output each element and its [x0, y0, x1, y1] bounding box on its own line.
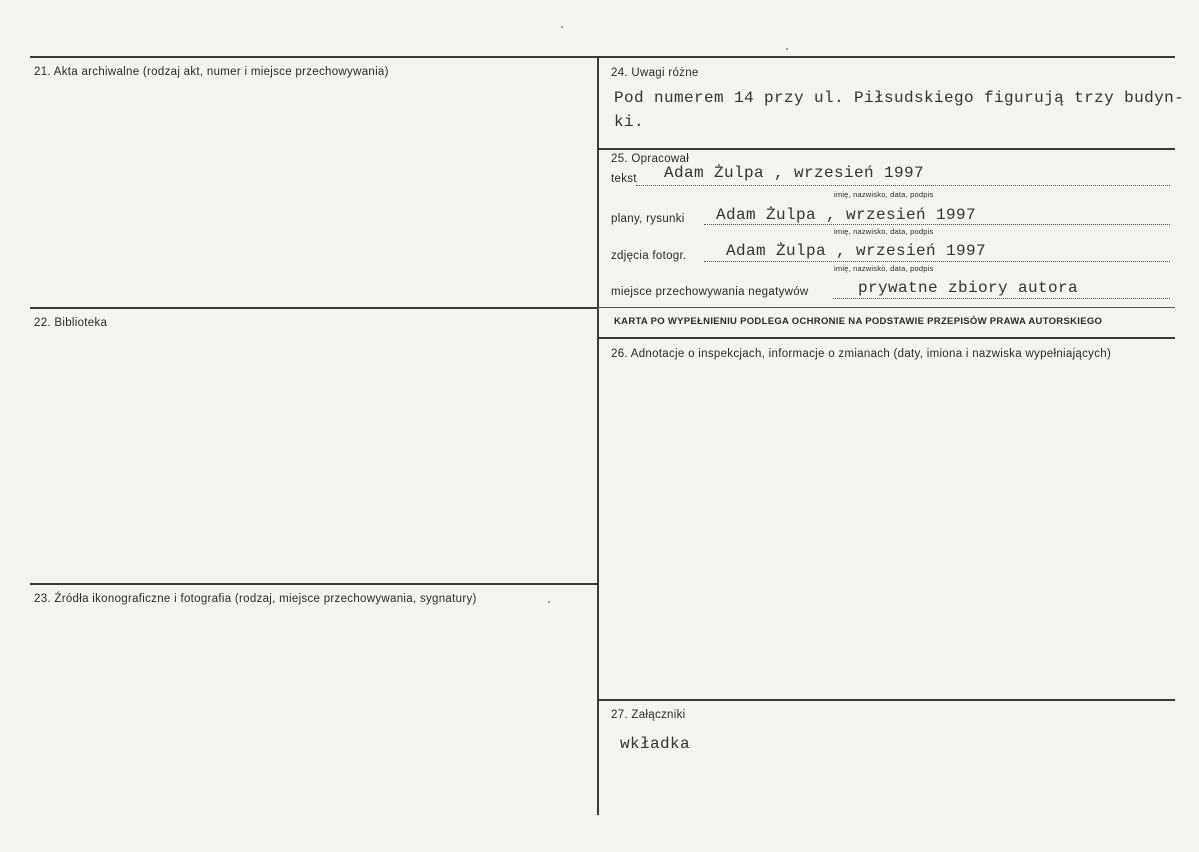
tekst-label: tekst	[611, 173, 637, 185]
miejsce-dotted-line	[833, 298, 1170, 299]
plany-label: plany, rysunki	[611, 213, 685, 225]
section-24-label: 24. Uwagi różne	[611, 67, 699, 79]
section-24-text-line2: ki.	[614, 113, 645, 131]
tekst-caption: imię, nazwisko, data, podpis	[834, 190, 934, 199]
copyright-note: KARTA PO WYPEŁNIENIU PODLEGA OCHRONIE NA PODSTAWIE PRZEPISÓW PRAWA AUTORSKIEGO	[614, 316, 1103, 327]
section-27-value: wkładka	[620, 735, 691, 753]
tekst-value: Adam Żulpa , wrzesień 1997	[664, 164, 925, 182]
section-23-label: 23. Źródła ikonograficzne i fotografia (rodzaj, miejsce przechowywania, sygnatury)	[34, 593, 477, 605]
top-rule	[30, 56, 1175, 58]
paper-speck	[548, 601, 550, 603]
rule-24-25	[598, 148, 1175, 150]
rule-25-note	[598, 307, 1175, 308]
section-22-label: 22. Biblioteka	[34, 317, 108, 329]
miejsce-label: miejsce przechowywania negatywów	[611, 286, 809, 298]
tekst-dotted-line	[636, 185, 1170, 186]
section-24-text-line1: Pod numerem 14 przy ul. Piłsudskiego figurują trzy budyn-	[614, 89, 1185, 107]
section-27-label: 27. Załączniki	[611, 709, 686, 721]
paper-speck	[561, 26, 563, 28]
section-25-label: 25. Opracował	[611, 153, 690, 165]
rule-26-27	[598, 699, 1175, 701]
zdjecia-dotted-line	[704, 261, 1170, 262]
plany-value: Adam Żulpa , wrzesień 1997	[716, 206, 977, 224]
paper-speck	[786, 48, 788, 50]
rule-25-26	[598, 337, 1175, 339]
plany-dotted-line	[704, 224, 1170, 225]
rule-22-23	[30, 583, 598, 585]
section-26-label: 26. Adnotacje o inspekcjach, informacje o zmianach (daty, imiona i nazwiska wypełniających)	[611, 348, 1112, 360]
zdjecia-label: zdjęcia fotogr.	[611, 250, 687, 262]
rule-21-22	[30, 307, 598, 309]
center-divider	[597, 57, 599, 815]
zdjecia-caption: imię, nazwisko, data, podpis	[834, 264, 934, 273]
zdjecia-value: Adam Żulpa , wrzesień 1997	[726, 242, 987, 260]
miejsce-value: prywatne zbiory autora	[858, 279, 1079, 297]
section-21-label: 21. Akta archiwalne (rodzaj akt, numer i miejsce przechowywania)	[34, 66, 389, 78]
plany-caption: imię, nazwisko, data, podpis	[834, 227, 934, 236]
